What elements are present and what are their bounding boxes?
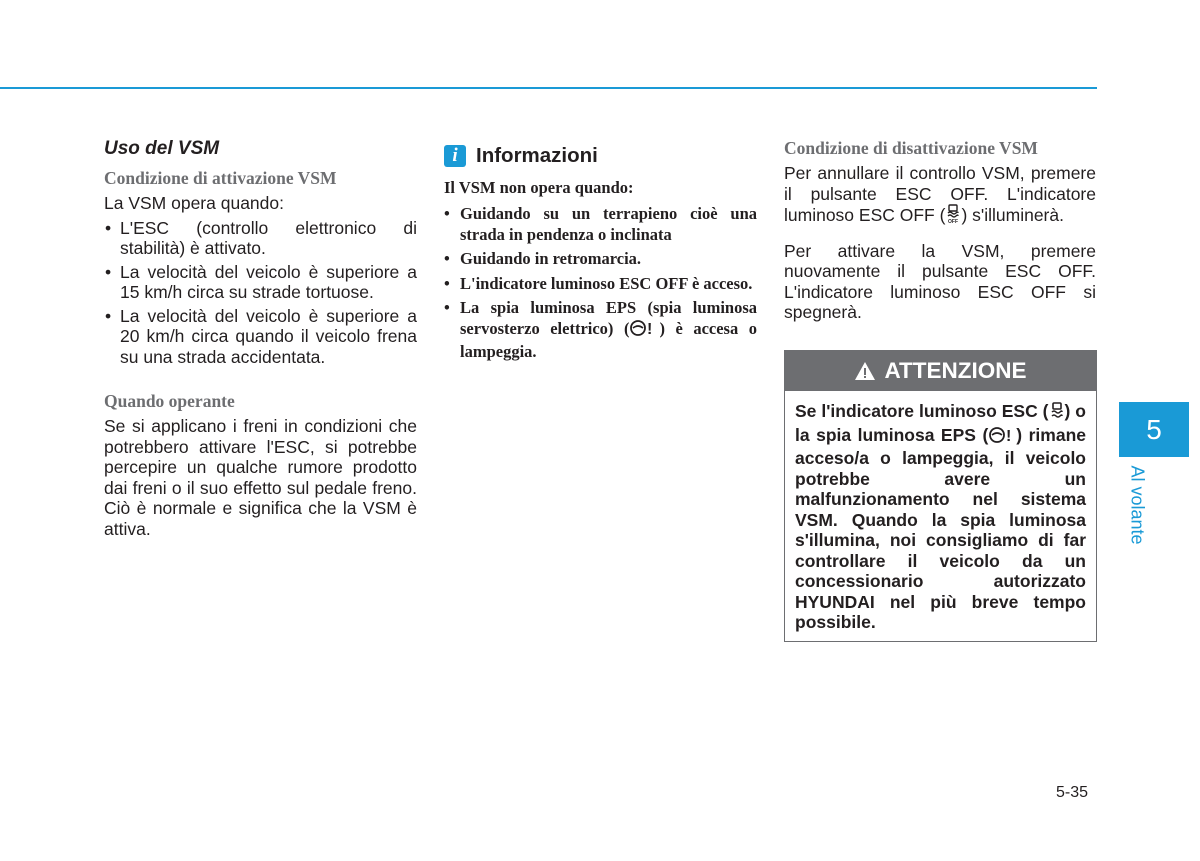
para-1-text-start: Per annullare il controllo VSM, premere il pulsante ESC OFF. L'indicatore luminoso ESC OFF ( [784,163,1096,225]
activation-heading: Condizione di attivazione VSM [104,168,337,188]
list-item: • L'ESC (controllo elettronico di stabilità) è attivato. [104,218,417,259]
page-number: 5-35 [1056,784,1089,801]
eps-mark: ! [647,320,653,337]
info-header [444,144,757,168]
list-item: • La velocità del veicolo è superiore a 15 km/h circa su strade tortuose. [104,262,417,303]
eps-item-text-end: ) è accesa o lampeggia. [460,318,757,361]
off-label: OFF [948,219,959,224]
info-title: Informazioni [476,144,598,167]
info-lead: Il VSM non opera quando: [444,178,634,197]
column-left [104,138,417,539]
list-item: • L'indicatore luminoso ESC OFF è acceso. [444,274,757,295]
deactivation-para-2: Per attivare la VSM, premere nuovamente il pulsante ESC OFF. L'indicatore luminoso ESC OFF si spegnerà. [784,240,1096,322]
warning-body [785,391,1096,641]
deactivation-heading: Condizione di disattivazione VSM [784,138,1038,158]
activation-intro: La VSM opera quando: [104,193,284,213]
list-item: • Guidando su un terrapieno cioè una strada in pendenza o inclinata [444,204,757,245]
section-title: Uso del VSM [104,138,220,159]
warning-text-start: Se l'indicatore luminoso ESC ( [795,401,1049,421]
eps-item-text-start: La spia luminosa EPS (spia luminosa servosterzo elettrico) ( [460,298,757,338]
info-box [444,138,757,367]
operating-text: Se si applicano i freni in condizioni che potrebbero attivare l'ESC, si potrebbe percepire un qualche rumore prodotto dai freni o il suo effetto sul pedale freno. Ciò è normale e significa che la VSM è attiva. [104,416,417,539]
info-icon: i [444,145,466,167]
esc-off-icon [945,204,961,229]
deactivation-para-1 [784,163,1096,229]
list-item [444,298,757,363]
activation-list [104,218,417,368]
warning-text-end: ) rimane acceso/a o lampeggia, il veicolo potrebbe avere un malfunzionamento nel sistema VSM. Quando la spia luminosa s'illumina, noi consigliamo di far controllare il veicolo da un concessionario autorizzato HYUNDAI nel più breve tempo possibile. [795,424,1086,632]
chapter-tab: 5 [1119,402,1189,457]
list-item: • La velocità del veicolo è superiore a 20 km/h circa quando il veicolo frena su una strada accidentata. [104,306,417,368]
eps-mark: ! [1006,427,1012,444]
column-right [784,138,1096,323]
eps-warning-icon [629,319,659,343]
chapter-label: Al volante [1127,465,1148,545]
esc-icon [1049,402,1065,425]
warning-triangle-icon [854,361,876,381]
top-rule [0,87,1097,89]
warning-box [784,350,1097,642]
para-1-text-end: ) s'illuminerà. [961,205,1064,225]
list-item: • Guidando in retromarcia. [444,249,757,270]
warning-title: ATTENZIONE [884,358,1027,383]
eps-warning-icon [988,426,1016,449]
info-list [444,204,757,363]
operating-heading: Quando operante [104,391,235,411]
warning-text-middle: ) o la spia luminosa EPS ( [795,401,1086,445]
warning-header [785,351,1096,391]
